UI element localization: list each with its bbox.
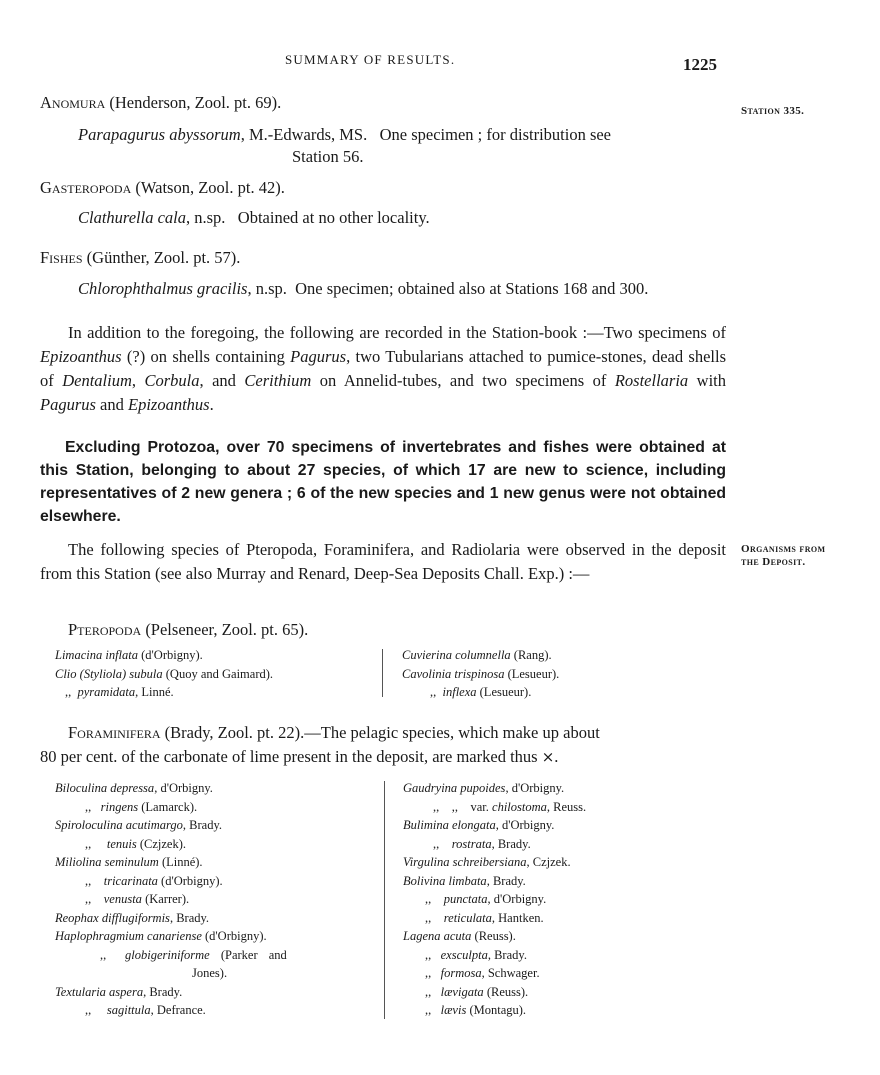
margin-note-line-2: the Deposit. <box>741 556 806 568</box>
species-name: Miliolina seminulum <box>55 855 159 869</box>
list-item <box>403 927 586 946</box>
deposit-intro-paragraph: The following species of Pteropoda, Foraminifera, and Radiolaria were observed in the deposit from this Station (see also Murray and Renard, Deep-Sea Deposits Chall. Exp.) :— <box>40 540 726 583</box>
ditto-mark: ,, <box>85 892 92 906</box>
anomura-continuation: Station 56. <box>292 147 364 166</box>
list-item <box>403 946 586 965</box>
ditto-mark: ,, <box>85 799 92 814</box>
species-name: Bolivina limbata <box>403 873 487 888</box>
group-name: Fishes <box>40 248 83 267</box>
authority: (d'Orbigny). <box>157 873 223 888</box>
authority: (d'Orbigny). <box>138 648 203 662</box>
authority: , Brady. <box>486 873 526 888</box>
species-name: tenuis <box>106 836 137 851</box>
anomura-heading <box>40 92 281 114</box>
species-name: ringens <box>100 799 139 814</box>
authority: , Brady. <box>182 818 223 832</box>
species-name: Virgulina schreibersiana <box>403 855 527 869</box>
authority: , Reuss. <box>546 799 587 814</box>
group-ref: (Brady, Zool. pt. 22).—The pelagic species, which make up about <box>160 723 600 742</box>
column-divider <box>382 649 383 697</box>
list-item <box>55 872 287 891</box>
taxon: Cerithium <box>244 371 312 390</box>
margin-note-line-1: Organisms from <box>741 543 826 555</box>
ditto-mark: ,, <box>85 1003 92 1017</box>
authority: (Reuss). <box>471 929 516 943</box>
list-item <box>403 816 586 835</box>
list-item <box>55 816 287 835</box>
list-item <box>55 665 273 684</box>
species-name: globigeriniforme <box>125 947 210 962</box>
margin-note-station: Station 335. <box>741 105 805 117</box>
taxon: Epizoanthus <box>40 347 122 366</box>
authority: , Hantken. <box>491 910 544 925</box>
authority: (Quoy and Gaimard). <box>162 666 274 681</box>
authority: (Karrer). <box>141 892 190 906</box>
list-item <box>55 683 273 702</box>
species-name: Limacina inflata <box>55 648 138 662</box>
authority: , d'Orbigny. <box>154 781 213 795</box>
authority: , Czjzek. <box>526 855 571 869</box>
list-item <box>403 909 586 928</box>
ditto-mark: ,, <box>85 836 92 851</box>
species-name: Biloculina depressa <box>55 781 155 795</box>
species-name: Parapagurus abyssorum <box>78 125 241 144</box>
species-name: Clathurella cala <box>78 208 187 227</box>
station-book-paragraph <box>40 321 726 417</box>
species-name: exsculpta <box>440 947 488 962</box>
list-item <box>402 646 559 665</box>
text: . <box>554 747 559 766</box>
species-name: Reophax difflugiformis <box>55 910 170 925</box>
fishes-species <box>78 278 648 300</box>
ditto-mark: ,, <box>100 947 107 962</box>
authority: , Brady. <box>491 836 531 851</box>
ditto-mark: ,, <box>425 910 432 925</box>
authority: , Schwager. <box>481 966 540 980</box>
group-ref: (Günther, Zool. pt. 57). <box>82 248 241 267</box>
summary-paragraph: Excluding Protozoa, over 70 specimens of invertebrates and fishes were obtained at this Station, belonging to about 27 species, of which 17 are new to science, including representatives of 2 new genera ; 6 of the new species and 1 new genus were not obtained elsewhere. <box>40 439 726 525</box>
authority: (Rang). <box>510 648 552 662</box>
ditto-mark: ,, <box>430 685 437 699</box>
list-item <box>403 964 586 983</box>
authority: (Czjzek). <box>136 836 187 851</box>
column-divider <box>384 781 385 1019</box>
group-name: Gasteropoda <box>40 178 132 197</box>
species-name: Cuvierina columnella <box>402 648 511 662</box>
list-item <box>403 798 586 817</box>
list-item <box>55 927 287 946</box>
fishes-heading <box>40 247 240 269</box>
gasteropoda-species <box>78 207 430 229</box>
text: , and <box>199 371 245 390</box>
species-name: Chlorophthalmus gracilis <box>78 279 248 298</box>
species-name: tricarinata <box>103 873 158 888</box>
anomura-species <box>78 124 611 146</box>
pelagic-mark: × <box>541 748 555 766</box>
species-name: formosa <box>440 966 482 980</box>
species-name: rostrata <box>451 836 492 851</box>
list-item <box>55 909 287 928</box>
text: , two Tubularians attached to pumice-stones, dead shells of <box>40 347 726 390</box>
list-item <box>403 1001 586 1020</box>
taxon: Rostellaria <box>614 371 689 390</box>
pteropoda-left-column <box>55 646 273 702</box>
species-name: inflexa <box>442 685 477 699</box>
species-name: Lagena acuta <box>403 929 472 943</box>
foraminifera-heading <box>68 722 600 744</box>
text: and <box>95 395 128 414</box>
ditto-mark: ,, <box>425 966 432 980</box>
authority: (Lamarck). <box>138 799 198 814</box>
list-item <box>403 890 586 909</box>
group-ref: (Henderson, Zool. pt. 69). <box>105 93 282 112</box>
taxon: Dentalium <box>62 371 132 390</box>
ditto-mark: ,, <box>433 836 440 851</box>
species-name: sagittula <box>106 1003 151 1017</box>
list-item <box>55 890 287 909</box>
text: (?) on shells containing <box>121 347 291 366</box>
group-name: Foraminifera <box>68 723 161 742</box>
text: , <box>131 371 145 390</box>
authority: (Linné). <box>158 855 203 869</box>
running-head: SUMMARY OF RESULTS. <box>285 52 456 67</box>
authority: (d'Orbigny). <box>201 929 267 943</box>
page-number: 1225 <box>683 55 717 74</box>
ditto-mark: ,, <box>85 873 92 888</box>
list-item <box>403 835 586 854</box>
text: on Annelid-tubes, and two specimens of <box>311 371 615 390</box>
taxon: Pagurus <box>290 347 347 366</box>
species-name: Gaudryina pupoides <box>403 781 506 795</box>
text: . <box>209 395 214 414</box>
species-name: lævigata <box>440 984 484 999</box>
ditto-mark: ,, ,, <box>433 799 458 814</box>
list-item <box>55 946 287 965</box>
species-name: pyramidata <box>77 685 136 699</box>
foraminifera-right-column <box>403 779 586 1020</box>
authority: , Brady. <box>487 947 527 962</box>
authority: (Reuss). <box>483 984 529 999</box>
authority: (Parker and <box>209 947 287 962</box>
pteropoda-heading <box>68 619 308 641</box>
authority: , d'Orbigny. <box>495 818 555 832</box>
margin-note-organisms <box>741 543 825 569</box>
list-item <box>55 964 287 983</box>
authority: , d'Orbigny. <box>487 892 547 906</box>
authority: Jones). <box>192 966 228 980</box>
ditto-mark: ,, <box>425 1003 432 1017</box>
species-name: Textularia aspera <box>55 984 144 999</box>
list-item <box>402 665 559 684</box>
variety-name: chilostoma <box>492 799 547 814</box>
ditto-mark: ,, <box>425 947 432 962</box>
group-ref: (Pelseneer, Zool. pt. 65). <box>141 620 309 639</box>
authority: , Defrance. <box>150 1003 206 1017</box>
list-item <box>55 779 287 798</box>
authority: (Lesueur). <box>504 666 560 681</box>
species-name: Clio (Styliola) subula <box>55 666 163 681</box>
text: In addition to the foregoing, the following are recorded in the Station-book :—Two specimens of <box>68 323 726 342</box>
group-name: Anomura <box>40 93 106 112</box>
species-note: , n.sp. Obtained at no other locality. <box>186 208 430 227</box>
species-name: Spiroloculina acutimargo <box>55 818 183 832</box>
species-name: punctata <box>443 892 488 906</box>
species-name: Cavolinia trispinosa <box>402 666 505 681</box>
text: with <box>688 371 726 390</box>
foraminifera-heading-cont <box>40 746 558 768</box>
species-note: , n.sp. One specimen; obtained also at Stations 168 and 300. <box>247 279 649 298</box>
species-name: venusta <box>103 892 142 906</box>
authority: , Brady. <box>143 984 183 999</box>
species-name: reticulata <box>443 910 492 925</box>
authority: , Linné. <box>135 685 174 699</box>
list-item <box>403 872 586 891</box>
list-item <box>55 1001 287 1020</box>
list-item <box>403 779 586 798</box>
list-item <box>55 835 287 854</box>
variety-label: var. <box>470 799 493 814</box>
group-name: Pteropoda <box>68 620 142 639</box>
list-item <box>402 683 559 702</box>
foraminifera-left-column <box>55 779 287 1020</box>
species-name: Bulimina elongata <box>403 818 496 832</box>
species-name: lævis <box>440 1003 467 1017</box>
ditto-mark: ,, <box>65 685 72 699</box>
authority: (Montagu). <box>466 1003 527 1017</box>
taxon: Pagurus <box>40 395 96 414</box>
list-item <box>55 983 287 1002</box>
list-item <box>403 983 586 1002</box>
species-name: Haplophragmium canariense <box>55 929 202 943</box>
species-note: , M.-Edwards, MS. One specimen ; for distribution see <box>240 125 612 144</box>
text: 80 per cent. of the carbonate of lime present in the deposit, are marked thus <box>40 747 538 766</box>
gasteropoda-heading <box>40 177 285 199</box>
pteropoda-right-column <box>402 646 559 702</box>
taxon: Corbula <box>144 371 200 390</box>
list-item <box>55 853 287 872</box>
authority: , Brady. <box>169 910 210 925</box>
authority: (Lesueur). <box>476 685 532 699</box>
authority: , d'Orbigny. <box>505 781 565 795</box>
list-item <box>403 853 586 872</box>
list-item <box>55 646 273 665</box>
ditto-mark: ,, <box>425 984 432 999</box>
ditto-mark: ,, <box>425 892 432 906</box>
taxon: Epizoanthus <box>128 395 210 414</box>
group-ref: (Watson, Zool. pt. 42). <box>131 178 285 197</box>
list-item <box>55 798 287 817</box>
